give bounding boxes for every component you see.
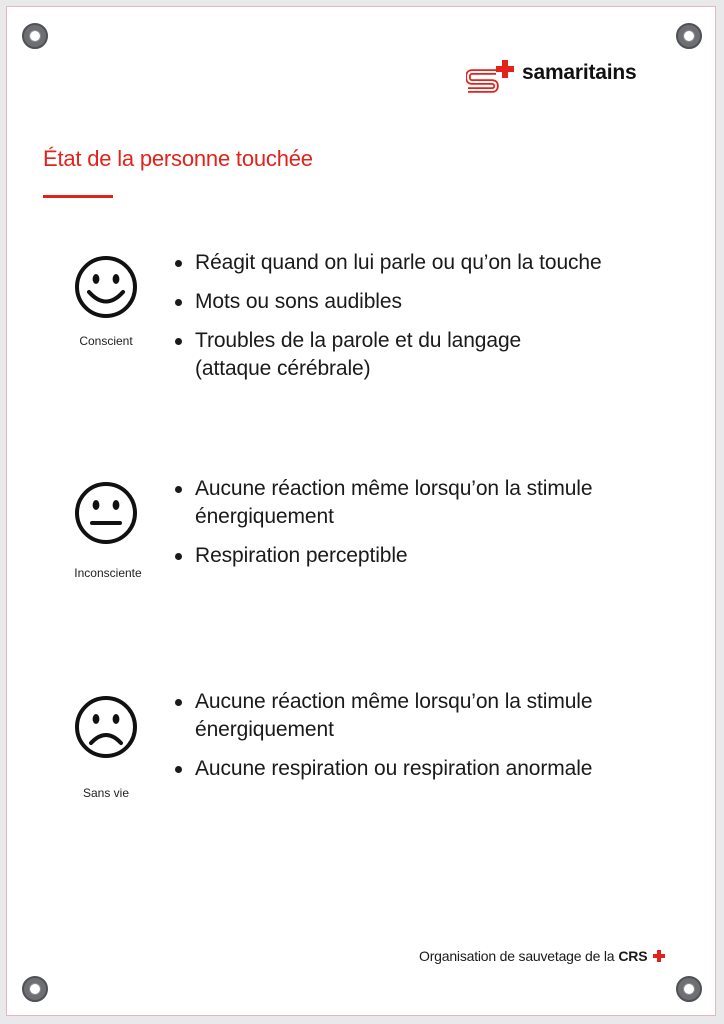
list-item: Troubles de la parole et du langage (attaque cérébrale) xyxy=(174,327,575,383)
bullet-list-unconscious xyxy=(174,475,665,581)
list-item: Aucune respiration ou respiration anormale xyxy=(174,755,665,783)
title-underline xyxy=(43,195,113,198)
smiley-sad-icon xyxy=(74,695,138,759)
list-item: Aucune réaction même lorsqu’on la stimule énergiquement xyxy=(174,688,665,744)
list-item: Réagit quand on lui parle ou qu’on la touche xyxy=(174,249,602,277)
red-cross-icon xyxy=(653,950,665,962)
state-label-lifeless: Sans vie xyxy=(82,786,130,800)
page-title: État de la personne touchée xyxy=(43,146,313,171)
logo-text: samaritains xyxy=(522,61,637,84)
list-item: Aucune réaction même lorsqu’on la stimule énergiquement xyxy=(174,475,665,531)
bullet-list-lifeless xyxy=(174,688,665,794)
state-label-conscious: Conscient xyxy=(79,334,133,348)
grommet-top-left xyxy=(22,23,48,49)
samaritains-logo xyxy=(466,58,637,94)
smiley-happy-icon xyxy=(74,255,138,319)
bullet-list-conscious xyxy=(174,249,602,394)
footer-organisation xyxy=(419,948,665,964)
grommet-bottom-right xyxy=(676,976,702,1002)
list-item: Mots ou sons audibles xyxy=(174,288,602,316)
smiley-neutral-icon xyxy=(74,481,138,545)
list-item: Respiration perceptible xyxy=(174,542,665,570)
grommet-top-right xyxy=(676,23,702,49)
grommet-bottom-left xyxy=(22,976,48,1002)
samaritains-s-cross-icon xyxy=(466,58,520,94)
state-label-unconscious: Inconsciente xyxy=(74,566,142,580)
footer-text: Organisation de sauvetage de la xyxy=(419,948,615,964)
footer-crs: CRS xyxy=(618,948,648,964)
